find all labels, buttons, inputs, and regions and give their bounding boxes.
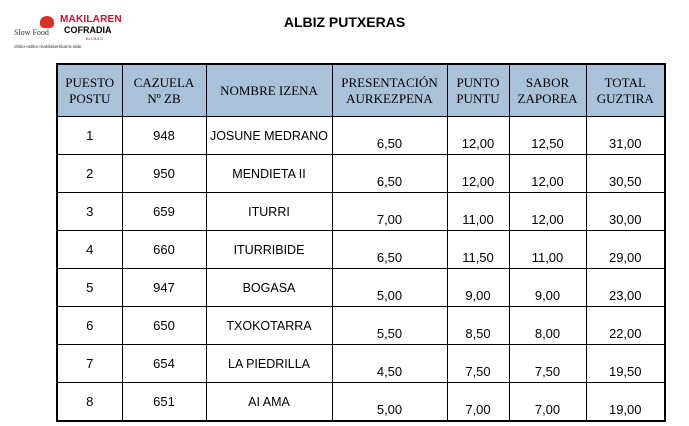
cell-presentacion: 6,50: [332, 155, 447, 193]
cell-total: 31,00: [586, 117, 665, 155]
cell-cazuela: 950: [122, 155, 206, 193]
cell-sabor: 9,00: [509, 269, 586, 307]
header-presentacion: PRESENTACIÓN AURKEZPENA: [332, 64, 447, 117]
cell-sabor: 7,00: [509, 383, 586, 422]
cell-nombre: BOGASA: [206, 269, 332, 307]
cell-puesto: 6: [57, 307, 122, 345]
cell-presentacion: 6,50: [332, 231, 447, 269]
cell-nombre: JOSUNE MEDRANO: [206, 117, 332, 155]
cell-total: 19,00: [586, 383, 665, 422]
cell-cazuela: 654: [122, 345, 206, 383]
table-row: [57, 269, 665, 307]
cell-cazuela: 651: [122, 383, 206, 422]
cell-sabor: 12,00: [509, 155, 586, 193]
logo-brand-bottom: COFRADIA: [64, 25, 112, 35]
cell-puesto: 4: [57, 231, 122, 269]
cell-puesto: 1: [57, 117, 122, 155]
cell-nombre: MENDIETA II: [206, 155, 332, 193]
cell-sabor: 12,00: [509, 193, 586, 231]
cell-nombre: ITURRI: [206, 193, 332, 231]
cell-presentacion: 4,50: [332, 345, 447, 383]
cell-total: 19,50: [586, 345, 665, 383]
cell-punto: 12,00: [447, 117, 509, 155]
cell-sabor: 8,00: [509, 307, 586, 345]
cell-puesto: 2: [57, 155, 122, 193]
table-row: [57, 117, 665, 155]
page-title: ALBIZ PUTXERAS: [283, 14, 406, 30]
cell-nombre: AI AMA: [206, 383, 332, 422]
table-row: [57, 307, 665, 345]
cell-puesto: 7: [57, 345, 122, 383]
cell-punto: 8,50: [447, 307, 509, 345]
cell-punto: 9,00: [447, 269, 509, 307]
cell-presentacion: 5,50: [332, 307, 447, 345]
cell-total: 30,00: [586, 193, 665, 231]
results-table: [56, 63, 666, 422]
cell-sabor: 12,50: [509, 117, 586, 155]
logo-city: BILBAO: [86, 36, 104, 41]
cell-presentacion: 5,00: [332, 383, 447, 422]
table-row: [57, 231, 665, 269]
table-row: [57, 383, 665, 422]
header-punto: PUNTO PUNTU: [447, 64, 509, 117]
cell-sabor: 11,00: [509, 231, 586, 269]
header-total: TOTAL GUZTIRA: [586, 64, 665, 117]
cell-cazuela: 650: [122, 307, 206, 345]
header-sabor: SABOR ZAPOREA: [509, 64, 586, 117]
cell-nombre: LA PIEDRILLA: [206, 345, 332, 383]
cell-sabor: 7,50: [509, 345, 586, 383]
table-row: [57, 193, 665, 231]
table-row: [57, 345, 665, 383]
cell-punto: 11,50: [447, 231, 509, 269]
cell-punto: 11,00: [447, 193, 509, 231]
cell-punto: 7,50: [447, 345, 509, 383]
cell-puesto: 3: [57, 193, 122, 231]
cell-cazuela: 660: [122, 231, 206, 269]
cell-cazuela: 947: [122, 269, 206, 307]
cell-presentacion: 7,00: [332, 193, 447, 231]
header-nombre: NOMBRE IZENA: [206, 64, 332, 117]
cell-total: 30,50: [586, 155, 665, 193]
table-header-row: [57, 64, 665, 117]
header-puesto: PUESTO POSTU: [57, 64, 122, 117]
cell-cazuela: 659: [122, 193, 206, 231]
cell-cazuela: 948: [122, 117, 206, 155]
header-cazuela: CAZUELA Nº ZB: [122, 64, 206, 117]
cell-total: 22,00: [586, 307, 665, 345]
cell-total: 23,00: [586, 269, 665, 307]
cell-puesto: 8: [57, 383, 122, 422]
cell-puesto: 5: [57, 269, 122, 307]
logo-brand-top: MAKILAREN: [60, 14, 122, 25]
cell-nombre: ITURRIBIDE: [206, 231, 332, 269]
cell-presentacion: 6,50: [332, 117, 447, 155]
slow-food-label: Slow Food: [14, 28, 49, 37]
cell-presentacion: 5,00: [332, 269, 447, 307]
cell-nombre: TXOKOTARRA: [206, 307, 332, 345]
cell-punto: 7,00: [447, 383, 509, 422]
cell-total: 29,00: [586, 231, 665, 269]
table-row: [57, 155, 665, 193]
cell-punto: 12,00: [447, 155, 509, 193]
logo-tagline: ohiko-ostiko-makilakerrikarra-alde: [14, 44, 82, 49]
